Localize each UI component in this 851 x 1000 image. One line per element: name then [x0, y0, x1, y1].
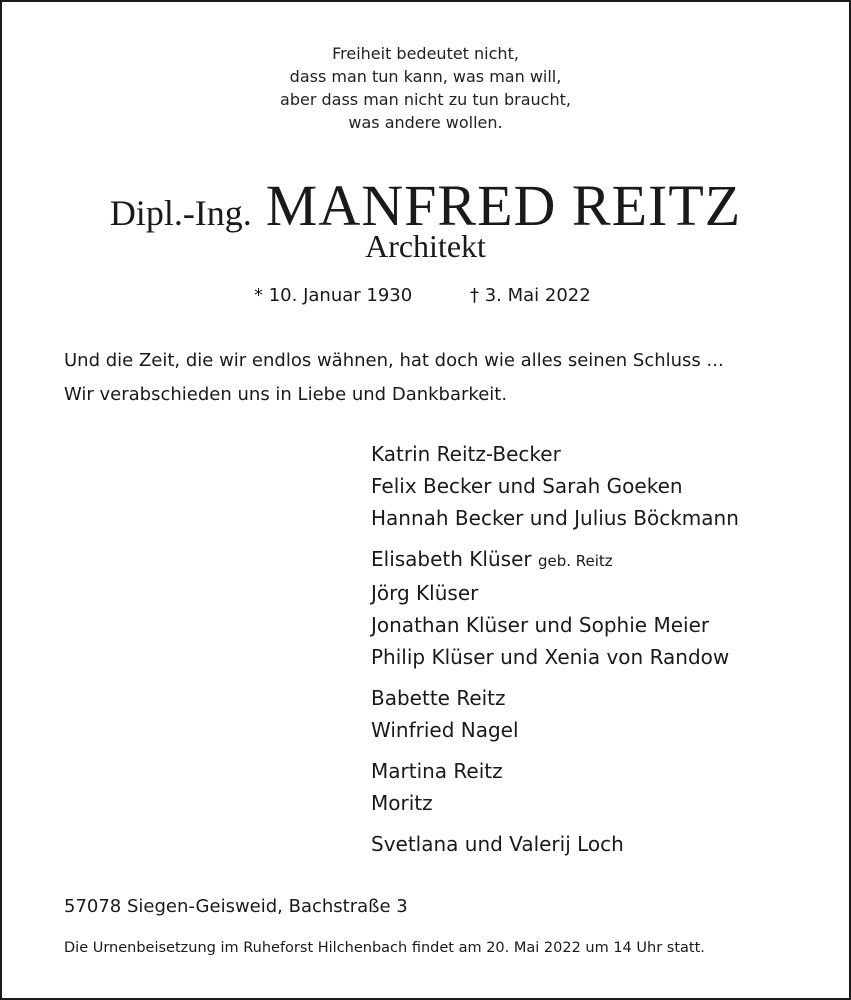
burial-notice: Die Urnenbeisetzung im Ruheforst Hilchenbach findet am 20. Mai 2022 um 14 Uhr statt. — [64, 940, 705, 956]
maiden-name-note: geb. Reitz — [537, 552, 613, 570]
mourner-name: Jörg Klüser — [371, 581, 479, 605]
mourner-group — [371, 438, 739, 534]
mourner-name: Jonathan Klüser und Sophie Meier — [371, 613, 710, 637]
mourner-name: Hannah Becker und Julius Böckmann — [371, 506, 739, 530]
academic-title: Dipl.-Ing. — [109, 193, 252, 233]
family-address: 57078 Siegen-Geisweid, Bachstraße 3 — [64, 896, 408, 917]
mourner-name: Philip Klüser und Xenia von Randow — [371, 645, 730, 669]
mourner-group — [371, 755, 739, 819]
quote-line: was andere wollen. — [348, 113, 503, 132]
death-date: † 3. Mai 2022 — [470, 285, 591, 306]
mourner-group — [371, 543, 739, 673]
quote-line: Freiheit bedeutet nicht, — [332, 44, 519, 63]
verse-line: Und die Zeit, die wir endlos wähnen, hat doch wie alles seinen Schluss ... — [64, 350, 724, 371]
birth-date: * 10. Januar 1930 — [254, 285, 413, 306]
mourner-group — [371, 682, 739, 746]
mourner-group — [371, 828, 739, 860]
mourners-list — [371, 438, 739, 869]
deceased-profession: Architekt — [365, 228, 486, 264]
deceased-name: MANFRED REITZ — [265, 173, 742, 238]
quote-block — [2, 42, 849, 134]
mourner-name: Svetlana und Valerij Loch — [371, 832, 624, 856]
quote-line: aber dass man nicht zu tun braucht, — [280, 90, 571, 109]
mourner-name: Elisabeth Klüser — [371, 547, 532, 571]
mourner-name: Moritz — [371, 791, 433, 815]
mourner-name: Felix Becker und Sarah Goeken — [371, 474, 683, 498]
mourner-name: Katrin Reitz-Becker — [371, 442, 561, 466]
mourner-name: Martina Reitz — [371, 759, 503, 783]
mourner-name: Babette Reitz — [371, 686, 506, 710]
mourner-name: Winfried Nagel — [371, 718, 519, 742]
quote-line: dass man tun kann, was man will, — [289, 67, 562, 86]
verse-line: Wir verabschieden uns in Liebe und Dankbarkeit. — [64, 384, 508, 405]
mourner-name-with-note — [371, 543, 739, 577]
farewell-verse — [64, 344, 724, 412]
